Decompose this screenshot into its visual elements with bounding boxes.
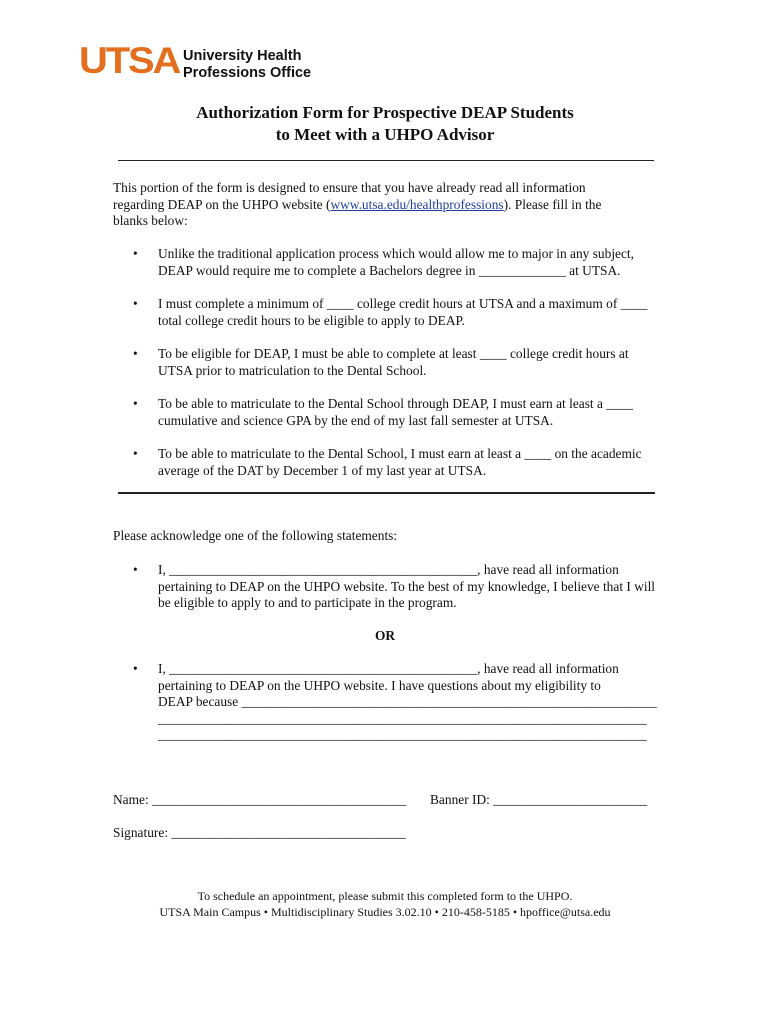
list-item: Unlike the traditional application process which would allow me to major in any subject, DEAP would require me to complete a Bachelors degree in _____________ at UTSA.	[158, 246, 634, 278]
uhpo-website-link[interactable]: www.utsa.edu/healthprofessions	[330, 196, 504, 212]
title-line2: to Meet with a UHPO Advisor	[275, 125, 495, 144]
office-name-line1: University Health	[183, 48, 302, 64]
banner-id-field[interactable]: Banner ID: _______________________	[430, 792, 648, 807]
office-name-line2: Professions Office	[183, 65, 312, 81]
page-title	[0, 102, 770, 146]
bullet-icon: •	[133, 396, 138, 411]
bullet-icon: •	[133, 346, 138, 361]
list-item: To be able to matriculate to the Dental School through DEAP, I must earn at least a ____ cumulative and science GPA by the end of my last fall semester at UTSA.	[158, 396, 634, 428]
acknowledge-prompt: Please acknowledge one of the following statements:	[113, 528, 398, 543]
title-divider	[118, 160, 654, 161]
signature-field[interactable]: Signature: ___________________________________	[113, 825, 406, 840]
list-item: To be able to matriculate to the Dental School, I must earn at least a ____ on the academic average of the DAT by December 1 of my last year at UTSA.	[158, 446, 642, 478]
bullet-icon: •	[133, 562, 138, 577]
bullet-icon: •	[133, 246, 138, 261]
bullet-icon: •	[133, 446, 138, 461]
name-field[interactable]: Name: ______________________________________	[113, 792, 407, 807]
statement-2-line4[interactable]: _________________________________________________________________________	[158, 710, 647, 726]
section-divider	[118, 492, 655, 494]
utsa-logo: UTSA	[79, 40, 180, 81]
office-name	[183, 48, 311, 82]
footer-line1: To schedule an appointment, please submit this completed form to the UHPO.	[197, 889, 573, 903]
bullet-icon: •	[133, 296, 138, 311]
statement-2-line1: I, ______________________________________________, have read all information	[158, 661, 619, 676]
intro-text-after: ). Please fill in the blanks below:	[113, 196, 602, 228]
statement-2-line5[interactable]: _________________________________________________________________________	[158, 727, 647, 742]
or-separator: OR	[374, 628, 396, 643]
statement-2-line3[interactable]: DEAP because ______________________________________________________________	[158, 694, 657, 709]
footer-contact: UTSA Main Campus • Multidisciplinary Studies 3.02.10 • 210-458-5185 • hpoffice@utsa.edu	[159, 905, 611, 919]
intro-paragraph	[113, 180, 633, 230]
list-item: To be eligible for DEAP, I must be able to complete at least ____ college credit hours at UTSA prior to matriculation to the Dental School.	[158, 346, 629, 378]
intro-text-before: This portion of the form is designed to ensure that you have already read all information regarding DEAP on the UHPO website (	[113, 180, 586, 212]
list-item: I must complete a minimum of ____ college credit hours at UTSA and a maximum of ____ total college credit hours to be eligible to apply to DEAP.	[158, 296, 648, 328]
footer	[0, 888, 770, 920]
statement-2-line2: pertaining to DEAP on the UHPO website. I have questions about my eligibility to	[158, 677, 601, 693]
acknowledge-statement-2[interactable]	[158, 661, 668, 744]
acknowledge-statement-1[interactable]: I, ______________________________________________, have read all information pertaining to DEAP on the UHPO website. To the best of my knowledge, I believe that I will be eligible to apply to and to participate in the program.	[158, 562, 656, 610]
bullet-icon: •	[133, 661, 138, 676]
title-line1: Authorization Form for Prospective DEAP Students	[196, 103, 574, 122]
